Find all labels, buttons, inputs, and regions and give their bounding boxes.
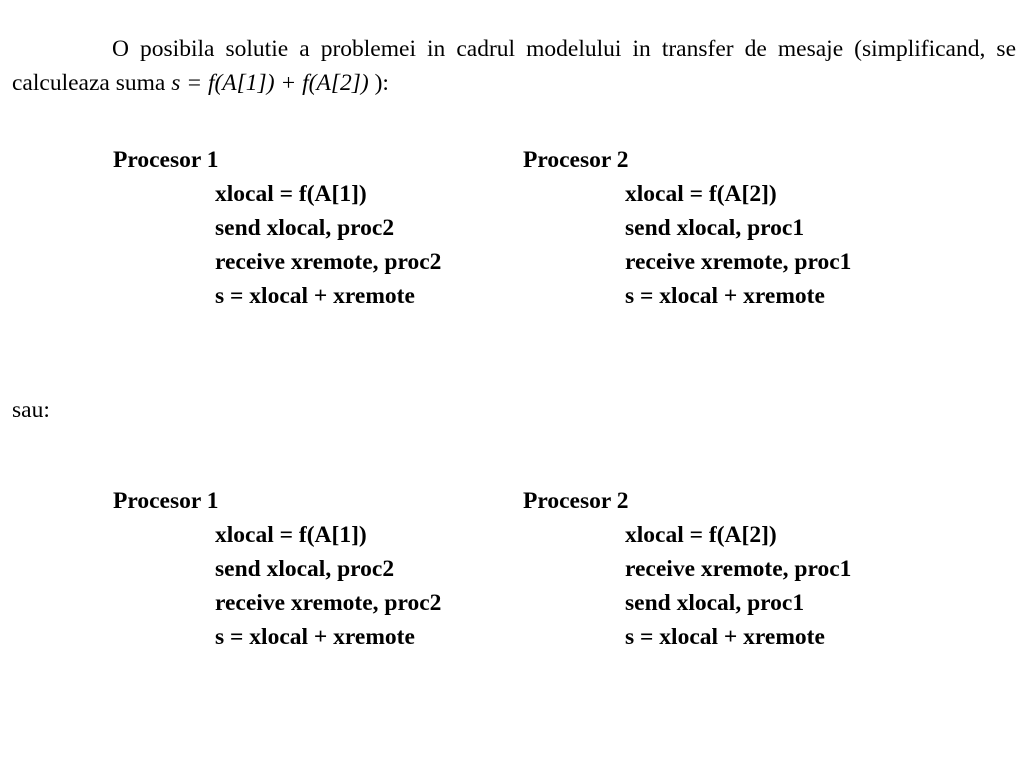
- code-line: s = xlocal + xremote: [625, 283, 825, 309]
- code-line: s = xlocal + xremote: [215, 624, 415, 650]
- code-line: send xlocal, proc1: [625, 215, 805, 241]
- code-line: xlocal = f(A[1]): [215, 522, 367, 548]
- code-line: receive xremote, proc2: [215, 249, 442, 275]
- code-line: receive xremote, proc2: [215, 590, 442, 616]
- code-line: s = xlocal + xremote: [625, 624, 825, 650]
- separator-text: sau:: [12, 397, 50, 423]
- intro-text-end: ):: [368, 70, 389, 96]
- processor-title: Procesor 1: [113, 488, 219, 514]
- intro-paragraph: [12, 32, 1016, 100]
- processor-title: Procesor 2: [523, 147, 629, 173]
- code-line: s = xlocal + xremote: [215, 283, 415, 309]
- code-line: xlocal = f(A[2]): [625, 181, 777, 207]
- code-line: xlocal = f(A[2]): [625, 522, 777, 548]
- code-line: send xlocal, proc2: [215, 215, 395, 241]
- example1-processor2-block: [523, 143, 851, 313]
- example2-processor1-block: [113, 484, 441, 654]
- processor-title: Procesor 1: [113, 147, 219, 173]
- code-line: send xlocal, proc2: [215, 556, 395, 582]
- code-line: xlocal = f(A[1]): [215, 181, 367, 207]
- sum-formula: s = f(A[1]) + f(A[2]): [171, 70, 369, 96]
- processor-title: Procesor 2: [523, 488, 629, 514]
- code-line: receive xremote, proc1: [625, 249, 852, 275]
- example2-processor2-block: [523, 484, 851, 654]
- example1-processor1-block: [113, 143, 441, 313]
- intro-text: O posibila solutie a problemei in cadrul modelului in transfer de mesaje (simplificand, se calculeaza suma: [12, 36, 1016, 96]
- code-line: send xlocal, proc1: [625, 590, 805, 616]
- code-line: receive xremote, proc1: [625, 556, 852, 582]
